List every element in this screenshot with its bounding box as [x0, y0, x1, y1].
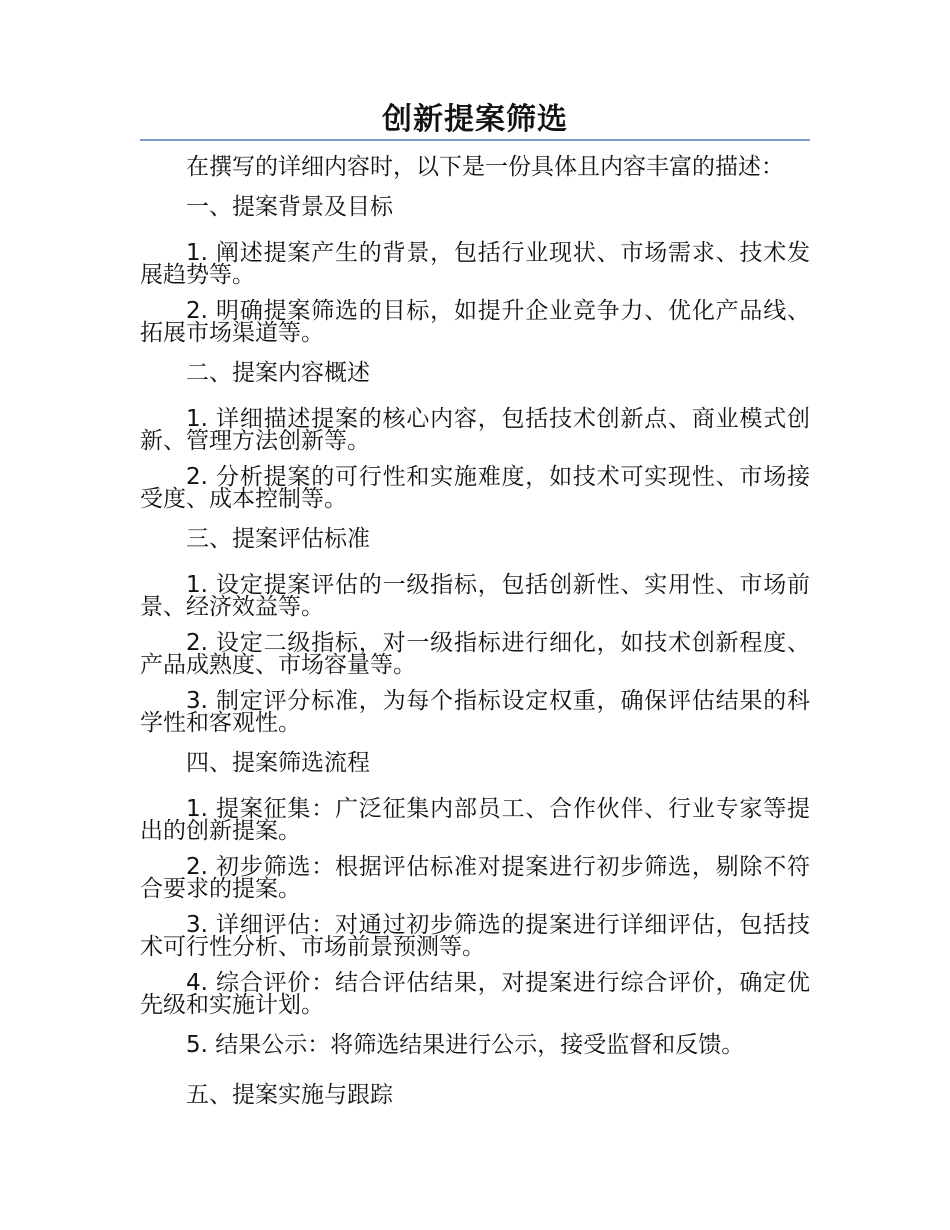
list-item: 2. 明确提案筛选的目标，如提升企业竞争力、优化产品线、拓展市场渠道等。: [140, 298, 810, 346]
section-heading: 二、提案内容概述: [186, 360, 370, 386]
list-item: 2. 设定二级指标，对一级指标进行细化，如技术创新程度、产品成熟度、市场容量等。: [140, 630, 810, 678]
list-item: 3. 制定评分标准，为每个指标设定权重，确保评估结果的科学性和客观性。: [140, 688, 810, 736]
list-item: 1. 阐述提案产生的背景，包括行业现状、市场需求、技术发展趋势等。: [140, 240, 810, 288]
section-heading: 一、提案背景及目标: [186, 194, 393, 220]
list-item: 1. 详细描述提案的核心内容，包括技术创新点、商业模式创新、管理方法创新等。: [140, 406, 810, 454]
document-title: 创新提案筛选: [382, 102, 568, 137]
list-item: 5. 结果公示：将筛选结果进行公示，接受监督和反馈。: [186, 1032, 745, 1058]
list-item: 1. 提案征集：广泛征集内部员工、合作伙伴、行业专家等提出的创新提案。: [140, 796, 810, 844]
intro-paragraph: 在撰写的详细内容时，以下是一份具体且内容丰富的描述：: [186, 154, 784, 180]
list-item: 2. 初步筛选：根据评估标准对提案进行初步筛选，剔除不符合要求的提案。: [140, 854, 810, 902]
section-heading: 五、提案实施与跟踪: [186, 1082, 393, 1108]
list-item: 1. 设定提案评估的一级指标，包括创新性、实用性、市场前景、经济效益等。: [140, 572, 810, 620]
title-underline: [140, 139, 810, 141]
section-heading: 四、提案筛选流程: [186, 750, 370, 776]
list-item: 3. 详细评估：对通过初步筛选的提案进行详细评估，包括技术可行性分析、市场前景预测等。: [140, 912, 810, 960]
list-item: 2. 分析提案的可行性和实施难度，如技术可实现性、市场接受度、成本控制等。: [140, 464, 810, 512]
document-body: [140, 156, 810, 1130]
section-heading: 三、提案评估标准: [186, 526, 370, 552]
list-item: 4. 综合评价：结合评估结果，对提案进行综合评价，确定优先级和实施计划。: [140, 970, 810, 1018]
